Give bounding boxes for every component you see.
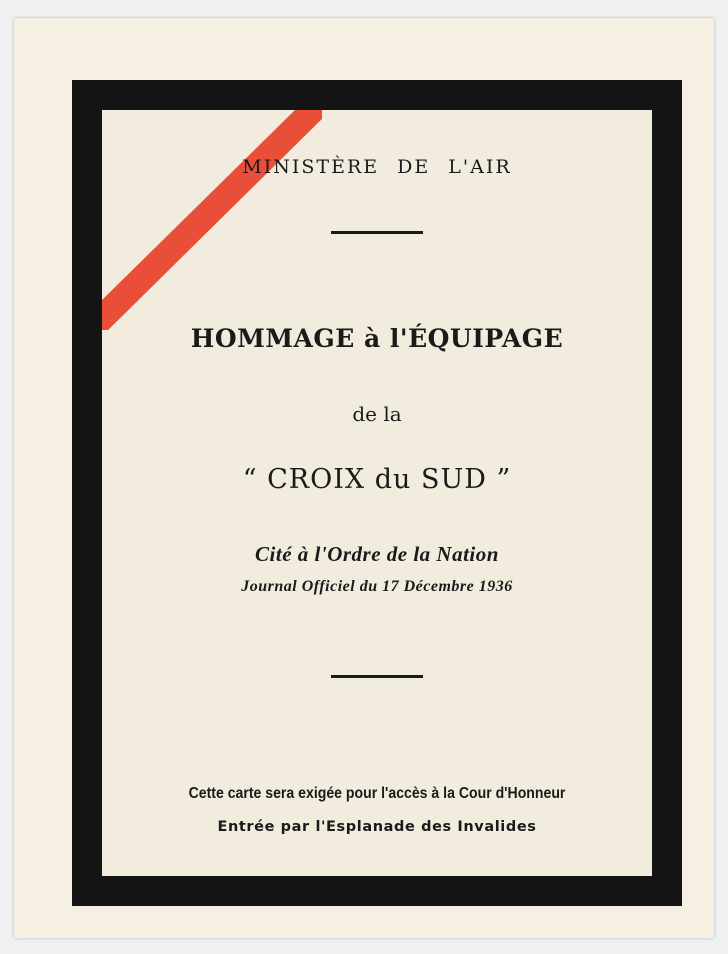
access-notice: Cette carte sera exigée pour l'accès à la Cour d'Honneur bbox=[188, 785, 566, 802]
card-panel bbox=[102, 110, 652, 876]
divider-rule-bottom bbox=[331, 675, 423, 678]
tribute-title: HOMMAGE à l'ÉQUIPAGE bbox=[190, 324, 564, 353]
ministry-heading: MINISTÈRE DE L'AIR bbox=[242, 156, 512, 178]
title-connector: de la bbox=[352, 402, 402, 426]
aircraft-name: “ CROIX du SUD ” bbox=[242, 464, 512, 495]
citation-line: Cité à l'Ordre de la Nation bbox=[255, 542, 499, 566]
mourning-border bbox=[72, 80, 682, 906]
invitation-card bbox=[14, 18, 714, 938]
entrance-notice: Entrée par l'Esplanade des Invalides bbox=[217, 819, 537, 835]
divider-rule-top bbox=[331, 231, 423, 234]
red-diagonal-ribbon bbox=[102, 110, 322, 330]
red-sash-band bbox=[102, 110, 322, 330]
journal-reference: Journal Officiel du 17 Décembre 1936 bbox=[241, 578, 513, 595]
